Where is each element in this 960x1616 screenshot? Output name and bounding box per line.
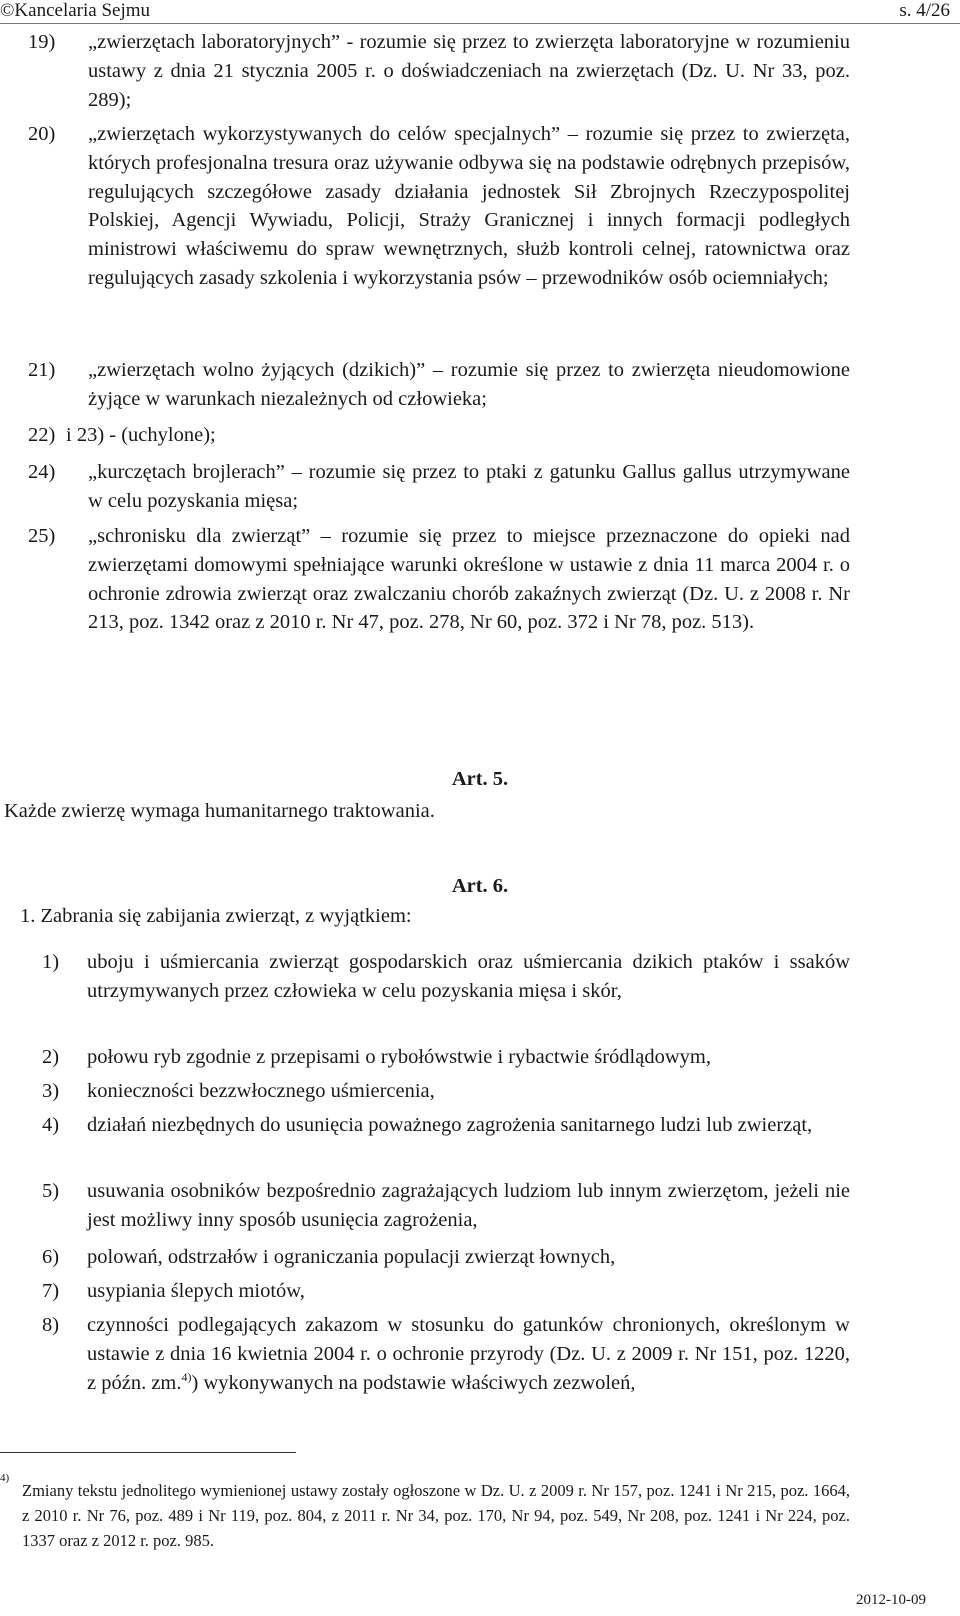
- footer-date: 2012-10-09: [856, 1592, 926, 1608]
- header-copyright: ©Kancelaria Sejmu: [0, 0, 151, 21]
- footnote-reference[interactable]: [182, 1370, 192, 1384]
- definition-number: 19): [28, 31, 56, 53]
- definition-text: „zwierzętach wykorzystywanych do celów specjalnych” – rozumie się przez to zwierzęta, których profesjonalna tresura oraz używanie odbywa się na podstawie odrębnych przepisów, regulujących szczegółowe zasady działania jednostek Sił Zbrojnych Rzeczypospolitej Polskiej, Agencji Wywiadu, Policji, Straży Granicznej i innych formacji podległych ministrowi właściwemu do spraw wewnętrznych, służb kontroli celnej, ratownictwa oraz regulujących zasady szkolenia i wykorzystania psów – przewodników osób ociemniałych;: [88, 123, 850, 289]
- definition-item: [0, 356, 850, 414]
- article-6-item: [0, 1243, 850, 1272]
- item-text-part: ) wykonywanych na podstawie właściwych zezwoleń,: [191, 1371, 636, 1394]
- item-number: 1): [42, 951, 60, 973]
- definition-number: 20): [28, 123, 56, 145]
- article-6-item: [0, 948, 850, 1006]
- item-text: [87, 1311, 850, 1397]
- article-6-item: [0, 1277, 850, 1306]
- item-number: 6): [42, 1246, 60, 1268]
- item-text: usuwania osobników bezpośrednio zagrażających ludziom lub innym zwierzętom, jeżeli nie jest możliwy inny sposób usunięcia zagrożenia,: [87, 1180, 850, 1231]
- article-5-text: Każde zwierzę wymaga humanitarnego traktowania.: [4, 800, 435, 822]
- definition-number: 24): [28, 461, 56, 483]
- definition-text: „zwierzętach laboratoryjnych” - rozumie się przez to zwierzęta laboratoryjne w rozumieniu ustawy z dnia 21 stycznia 2005 r. o doświadczeniach na zwierzętach (Dz. U. Nr 33, poz. 289);: [88, 31, 850, 111]
- item-number: 5): [42, 1180, 60, 1202]
- definition-item: [0, 28, 850, 114]
- item-number: 2): [42, 1046, 60, 1068]
- footnote-reference-mark: 4): [181, 1369, 192, 1384]
- item-text: usypiania ślepych miotów,: [87, 1280, 305, 1302]
- item-text: połowu ryb zgodnie z przepisami o rybołówstwie i rybactwie śródlądowym,: [87, 1046, 711, 1068]
- definition-text: „schronisku dla zwierząt” – rozumie się przez to miejsce przeznaczone do opieki nad zwierzętami domowymi spełniające warunki określone w ustawie z dnia 11 marca 2004 r. o ochronie zdrowia zwierząt oraz zwalczaniu chorób zakaźnych zwierząt (Dz. U. z 2008 r. Nr 213, poz. 1342 oraz z 2010 r. Nr 47, poz. 278, Nr 60, poz. 372 i Nr 78, poz. 513).: [88, 525, 850, 634]
- definition-number: 25): [28, 525, 56, 547]
- article-5-heading: Art. 5.: [451, 768, 509, 790]
- article-6-item: [0, 1177, 850, 1235]
- item-text: uboju i uśmiercania zwierząt gospodarskich oraz uśmiercania dzikich ptaków i ssaków utrzymywanych przez człowieka w celu pozyskania mięsa i skór,: [87, 951, 850, 1002]
- definition-text: „zwierzętach wolno żyjących (dzikich)” – rozumie się przez to zwierzęta nieudomowione żyjące w warunkach niezależnych od człowieka;: [88, 359, 850, 410]
- footnote-mark: 4): [0, 1472, 10, 1484]
- definition-item: [0, 120, 850, 293]
- item-text: konieczności bezzwłocznego uśmiercenia,: [87, 1080, 435, 1102]
- article-6-intro: 1. Zabrania się zabijania zwierząt, z wyjątkiem:: [20, 905, 412, 927]
- item-number: 3): [42, 1080, 60, 1102]
- article-6-item: [0, 1043, 850, 1072]
- article-6-item: [0, 1111, 850, 1140]
- definition-text: „kurczętach brojlerach” – rozumie się przez to ptaki z gatunku Gallus gallus utrzymywane w celu pozyskania mięsa;: [88, 461, 850, 512]
- footnote: [0, 1472, 850, 1553]
- article-6-heading: Art. 6.: [451, 875, 509, 897]
- item-number: 7): [42, 1280, 60, 1302]
- header-page-number: s. 4/26: [899, 0, 950, 21]
- footnote-text: Zmiany tekstu jednolitego wymienionej ustawy zostały ogłoszone w Dz. U. z 2009 r. Nr 157, poz. 1241 i Nr 215, poz. 1664, z 2010 r. Nr 76, poz. 489 i Nr 119, poz. 804, z 2011 r. Nr 34, poz. 170, Nr 94, poz. 549, Nr 208, poz. 1241 i Nr 224, poz. 1337 oraz z 2012 r. poz. 985.: [22, 1481, 850, 1550]
- item-number: 4): [42, 1114, 60, 1136]
- footnote-divider: [0, 1452, 296, 1453]
- item-text-part: czynności podlegających zakazom w stosunku do gatunków chronionych, określonym w ustawie z dnia 16 kwietnia 2004 r. o ochronie przyrody (Dz. U. z 2009 r. Nr 151, poz. 1220, z późn. zm.: [87, 1314, 850, 1394]
- definition-item: [0, 522, 850, 637]
- definition-number: 22): [28, 424, 56, 446]
- header-divider: [0, 23, 960, 24]
- item-text: polowań, odstrzałów i ograniczania populacji zwierząt łownych,: [87, 1246, 616, 1268]
- definition-text: i 23) - (uchylone);: [66, 424, 216, 446]
- definition-item: [0, 421, 850, 450]
- definition-item: [0, 458, 850, 516]
- article-6-item: [0, 1077, 850, 1106]
- definition-number: 21): [28, 359, 56, 381]
- article-6-item: [0, 1311, 850, 1397]
- item-number: 8): [42, 1314, 60, 1336]
- item-text: działań niezbędnych do usunięcia poważnego zagrożenia sanitarnego ludzi lub zwierząt,: [87, 1114, 813, 1136]
